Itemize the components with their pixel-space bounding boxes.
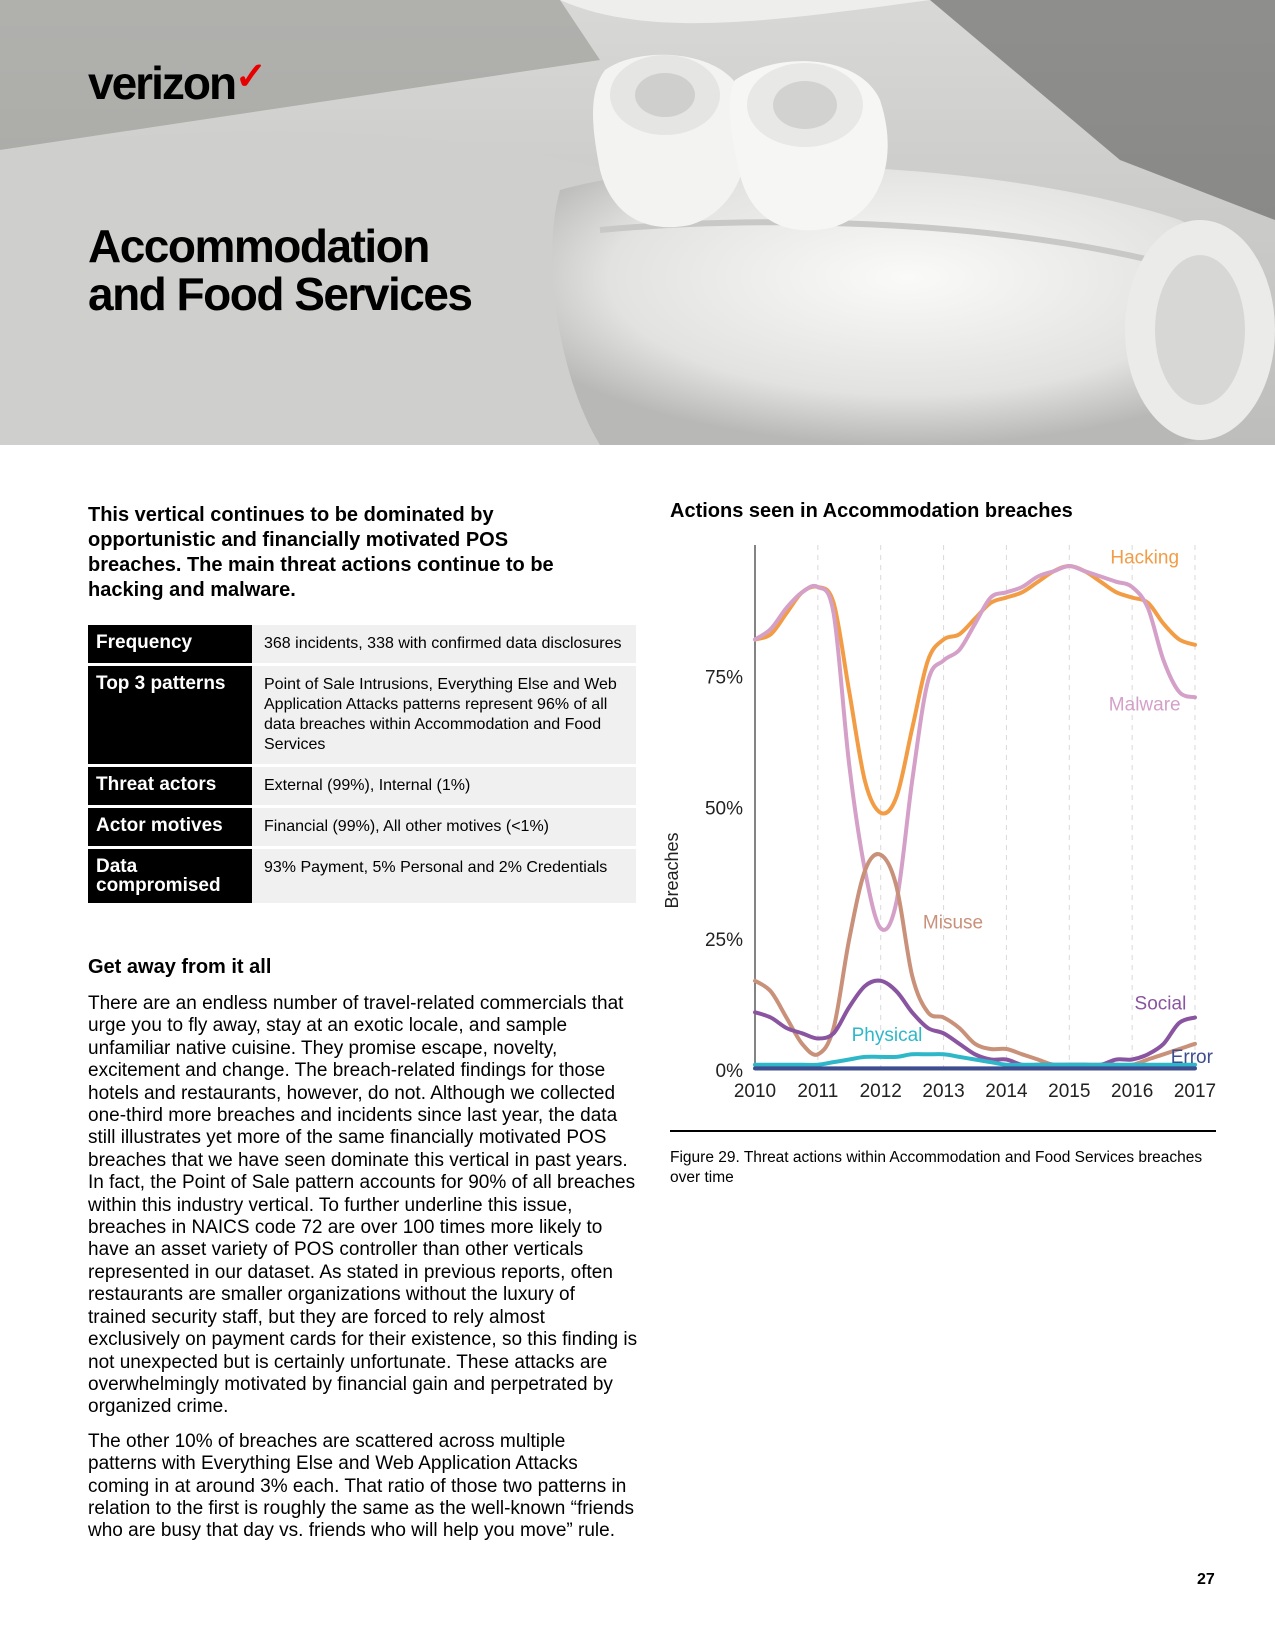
- body-paragraph: There are an endless number of travel-related commercials that urge you to fly away, stay at an exotic locale, and sample unfamiliar native cuisine. They promise escape, novelty, excitement and change. The breach-related findings for those hotels and restaurants, however, do not. Although we collected one-third more breaches and incidents since last year, the data still illustrates yet more of the same financially motivated POS breaches that we have seen dominate this vertical in past years. In fact, the Point of Sale pattern accounts for 90% of all breaches within this industry vertical. To further underline this issue, breaches in NAICS code 72 are over 100 times more likely to have an asset variety of POS controller than other verticals represented in our dataset. As stated in previous reports, often restaurants are smaller organizations without the luxury of trained security staff, but they are forced to rely almost exclusively on payment cards for their existence, so this finding is not unexpected but is certainly unfortunate. These attacks are overwhelmingly motivated by financial gain and perpetrated by organized crime.: [88, 993, 638, 1418]
- facts-label: Actor motives: [88, 807, 252, 848]
- facts-label: Threat actors: [88, 766, 252, 807]
- section-heading: Get away from it all: [88, 956, 272, 978]
- y-tick-label: 75%: [704, 667, 743, 689]
- facts-row: [88, 625, 636, 665]
- series-label-malware: Malware: [1108, 694, 1181, 716]
- series-label-error: Error: [1170, 1047, 1213, 1069]
- hero-image: [0, 0, 1275, 445]
- section-body: [88, 993, 638, 1555]
- figure-caption: Figure 29. Threat actions within Accommodation and Food Services breaches over time: [670, 1149, 1203, 1186]
- facts-label: Frequency: [88, 625, 252, 665]
- x-tick-label: 2014: [985, 1081, 1028, 1102]
- page-title: [88, 222, 608, 318]
- series-line-malware: [755, 566, 1195, 930]
- facts-label: Top 3 patterns: [88, 665, 252, 766]
- facts-table: [88, 625, 636, 906]
- facts-value: External (99%), Internal (1%): [252, 766, 636, 807]
- threat-actions-line-chart: [660, 525, 1220, 1115]
- x-tick-label: 2015: [1048, 1081, 1091, 1102]
- facts-row: [88, 807, 636, 848]
- x-tick-label: 2013: [922, 1081, 965, 1102]
- series-label-social: Social: [1134, 993, 1187, 1015]
- chart-title: Actions seen in Accommodation breaches: [670, 500, 1073, 522]
- series-label-misuse: Misuse: [922, 912, 984, 934]
- y-tick-label: 0%: [715, 1061, 743, 1082]
- x-tick-label: 2012: [859, 1081, 902, 1102]
- x-tick-label: 2011: [797, 1081, 839, 1102]
- verizon-logo: [88, 56, 265, 109]
- caption-rule: [670, 1130, 1216, 1132]
- facts-row: [88, 848, 636, 905]
- y-tick-label: 50%: [704, 798, 743, 820]
- series-label-physical: Physical: [851, 1025, 923, 1047]
- intro-summary: This vertical continues to be dominated by opportunistic and financially motivated POS breaches. The main threat actions continue to be hacking and malware.: [88, 504, 554, 601]
- facts-value: Point of Sale Intrusions, Everything Else and Web Application Attacks patterns represent 96% of all data breaches within Accommodation and Food Services: [252, 665, 636, 766]
- series-line-hacking: [755, 566, 1195, 814]
- title-line-2: and Food Services: [88, 268, 472, 320]
- title-line-1: Accommodation: [88, 220, 429, 272]
- y-axis-label: Breaches: [662, 832, 682, 909]
- series-line-misuse: [755, 854, 1195, 1065]
- series-label-hacking: Hacking: [1110, 547, 1180, 569]
- x-tick-label: 2010: [733, 1081, 777, 1102]
- facts-label: Data compromised: [88, 848, 252, 905]
- checkmark-icon: ✓: [235, 56, 265, 98]
- body-paragraph: The other 10% of breaches are scattered across multiple patterns with Everything Else and Web Application Attacks coming in at around 3% each. That ratio of those two patterns in relation to the first is roughly the same as the well-known “friends who are busy that day vs. friends who will help you move” rule.: [88, 1430, 634, 1542]
- page-number: 27: [1197, 1571, 1215, 1588]
- facts-value: Financial (99%), All other motives (<1%): [252, 807, 636, 848]
- x-tick-label: 2016: [1111, 1081, 1154, 1102]
- logo-text: verizon: [88, 57, 236, 109]
- y-tick-label: 25%: [704, 929, 743, 951]
- facts-row: [88, 766, 636, 807]
- x-tick-label: 2017: [1173, 1081, 1217, 1102]
- facts-value: 368 incidents, 338 with confirmed data disclosures: [252, 625, 636, 665]
- facts-value: 93% Payment, 5% Personal and 2% Credentials: [252, 848, 636, 905]
- facts-row: [88, 665, 636, 766]
